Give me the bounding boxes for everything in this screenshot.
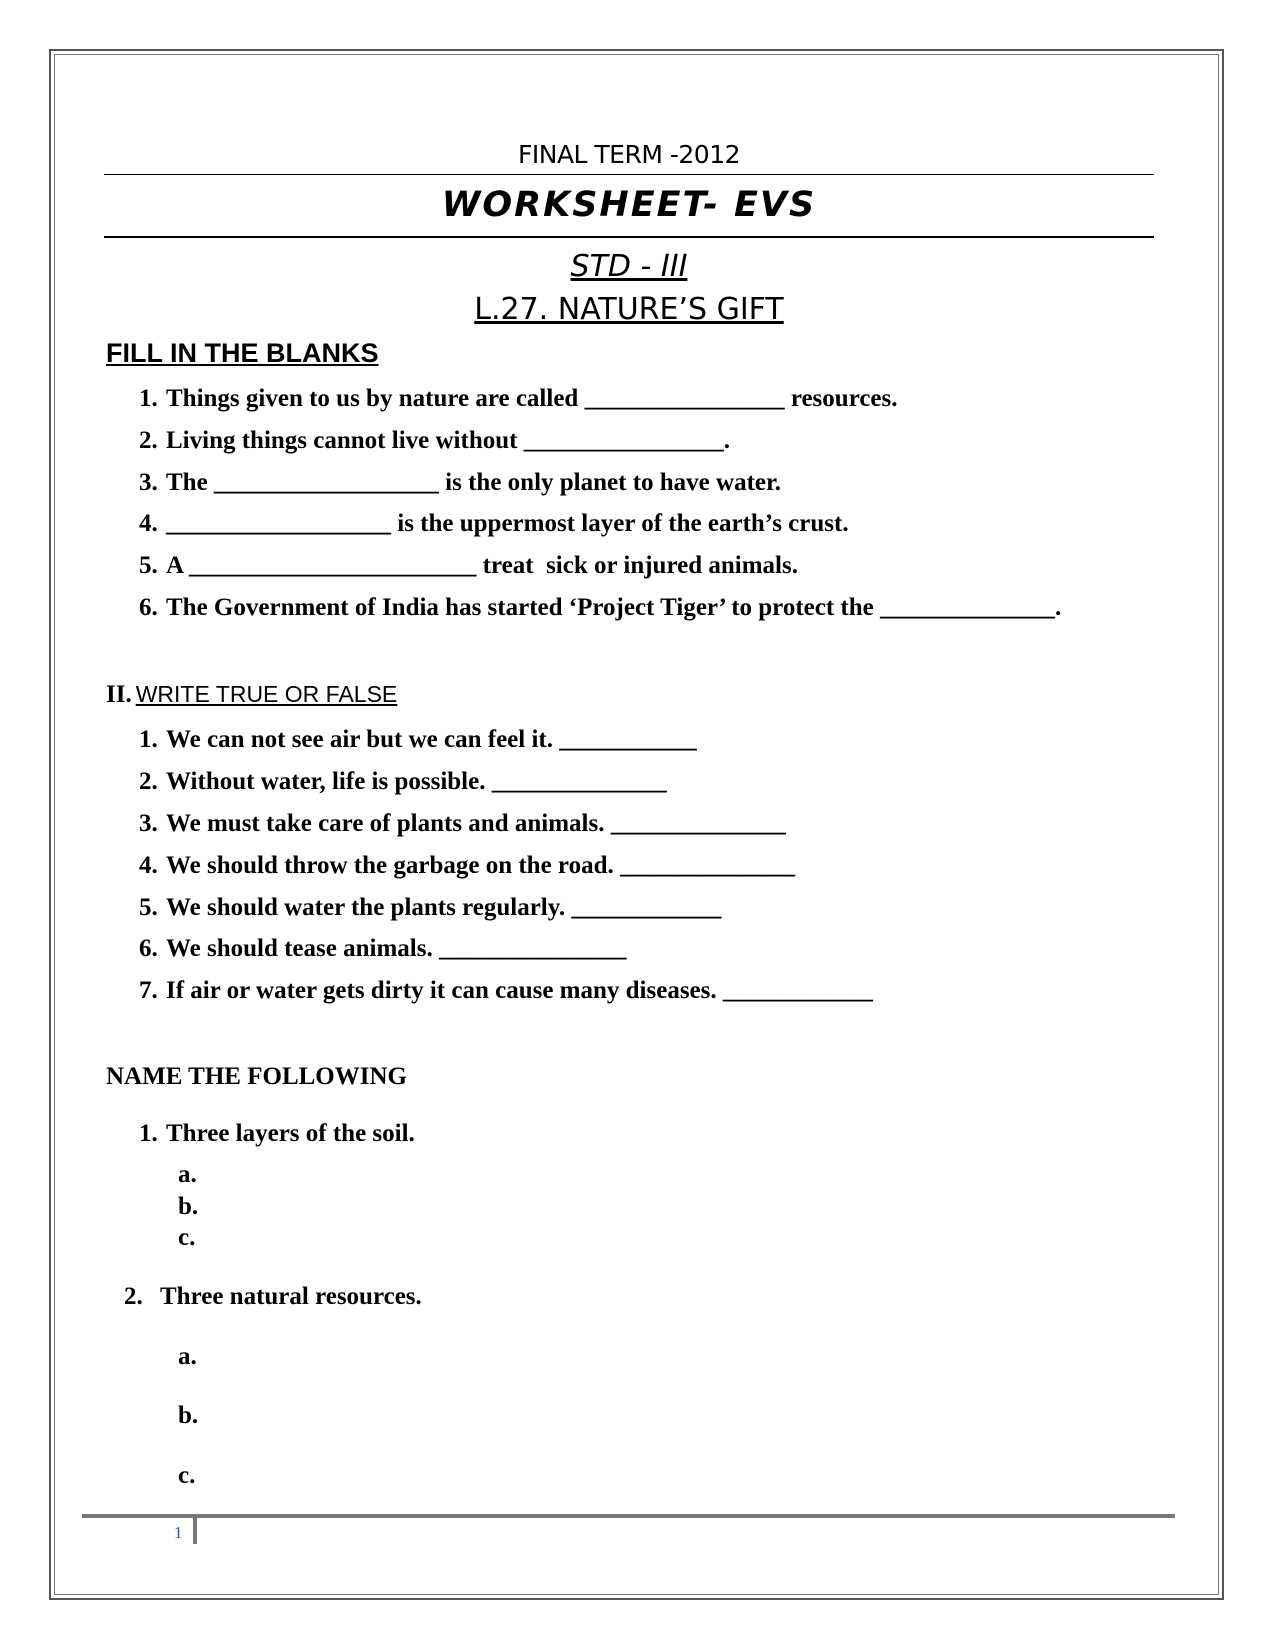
lesson-title — [104, 292, 1154, 327]
question-text: If air or water gets dirty it can cause many diseases. ____________ — [166, 977, 873, 1004]
fill-blank-question-4 — [139, 510, 849, 538]
question-number: 4. — [139, 852, 158, 879]
question-number: 1. — [139, 385, 158, 412]
question-text: Without water, life is possible. ______________ — [166, 768, 667, 795]
question-text: We must take care of plants and animals. ______________ — [166, 810, 786, 837]
true-false-question-4 — [139, 852, 795, 880]
question-text: Things given to us by nature are called ________________ resources. — [166, 385, 898, 412]
header-divider-bottom — [104, 236, 1154, 238]
fill-blank-question-2 — [139, 427, 730, 455]
question-number: 3. — [139, 810, 158, 837]
true-false-question-2 — [139, 768, 667, 796]
fill-blank-question-5 — [139, 552, 798, 580]
fill-blanks-heading: FILL IN THE BLANKS — [106, 338, 379, 368]
class-label — [104, 249, 1154, 284]
fill-blank-question-6 — [139, 594, 1061, 622]
question-text: A _______________________ treat sick or injured animals. — [166, 552, 798, 579]
class-label-text: STD - III — [570, 249, 688, 284]
question-number: 6. — [139, 594, 158, 621]
true-false-question-7 — [139, 977, 873, 1005]
question-text: The __________________ is the only planet to have water. — [166, 469, 782, 496]
lesson-title-text: L.27. NATURE’S GIFT — [474, 292, 784, 327]
question-text: Three natural resources. — [160, 1283, 422, 1310]
answer-option-c: c. — [178, 1224, 196, 1251]
header-divider-top — [104, 174, 1154, 175]
exam-title: FINAL TERM -2012 — [517, 140, 741, 169]
question-text: We should throw the garbage on the road. ______________ — [166, 852, 795, 879]
answer-option-b: b. — [178, 1193, 199, 1220]
true-false-question-6 — [139, 935, 626, 963]
answer-option-a: a. — [178, 1161, 197, 1188]
question-text: Living things cannot live without ________________. — [166, 427, 730, 454]
true-false-question-1 — [139, 726, 697, 754]
question-text: The Government of India has started ‘Project Tiger’ to protect the ______________. — [166, 594, 1062, 621]
question-text: We should tease animals. _______________ — [166, 935, 627, 962]
question-number: 6. — [139, 935, 158, 962]
true-false-question-5 — [139, 894, 721, 922]
true-false-question-3 — [139, 810, 786, 838]
section-roman-numeral: II. — [106, 681, 132, 708]
true-false-heading — [106, 681, 397, 709]
answer-option-c: c. — [178, 1462, 196, 1489]
answer-option-b: b. — [178, 1402, 199, 1429]
question-text: We should water the plants regularly. ____________ — [166, 894, 722, 921]
question-number: 1. — [139, 726, 158, 753]
name-question-1 — [139, 1120, 415, 1148]
question-number: 7. — [139, 977, 158, 1004]
question-text: __________________ is the uppermost layer of the earth’s crust. — [166, 510, 849, 537]
question-number: 2. — [139, 768, 158, 795]
question-number: 2. — [139, 427, 158, 454]
question-number: 5. — [139, 894, 158, 921]
page-number: 1 — [174, 1523, 183, 1542]
question-text: We can not see air but we can feel it. ___________ — [166, 726, 697, 753]
answer-option-a: a. — [178, 1343, 197, 1370]
question-number: 2. — [124, 1283, 143, 1310]
fill-blank-question-1 — [139, 385, 898, 413]
footer-divider — [82, 1514, 1175, 1518]
question-number: 5. — [139, 552, 158, 579]
question-text: Three layers of the soil. — [166, 1120, 415, 1147]
question-number: 4. — [139, 510, 158, 537]
question-number: 3. — [139, 469, 158, 496]
fill-blank-question-3 — [139, 469, 781, 497]
name-following-heading: NAME THE FOLLOWING — [106, 1063, 407, 1090]
question-number: 1. — [139, 1120, 158, 1147]
worksheet-title: WORKSHEET- EVS — [441, 185, 817, 225]
name-question-2 — [124, 1283, 422, 1311]
page-number-bar — [193, 1518, 197, 1544]
true-false-title: WRITE TRUE OR FALSE — [135, 681, 398, 707]
